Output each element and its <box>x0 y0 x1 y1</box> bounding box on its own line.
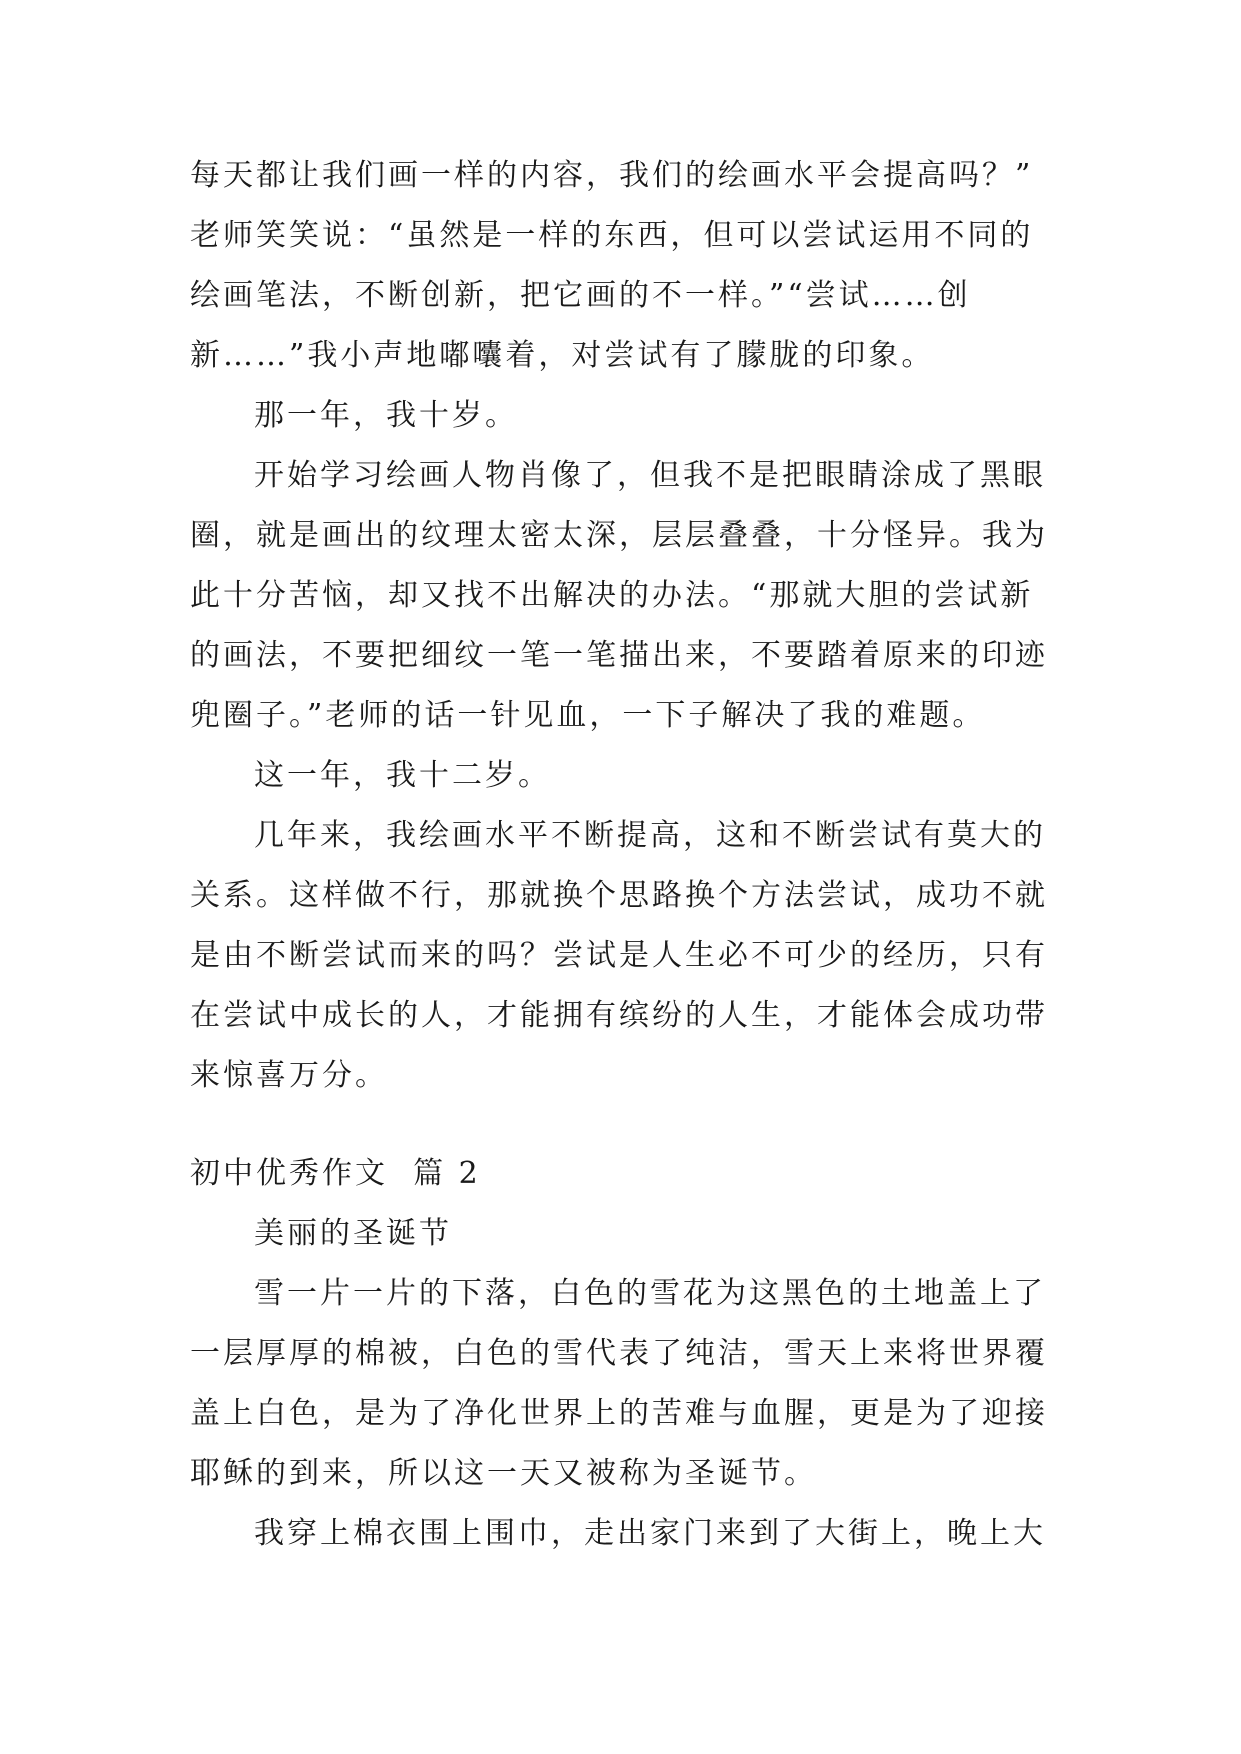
paragraph-line: 是由不断尝试而来的吗？尝试是人生必不可少的经历，只有 <box>190 938 1048 973</box>
essay-2-body <box>190 1144 1050 1564</box>
paragraph-line: 每天都让我们画一样的内容，我们的绘画水平会提高吗？” <box>190 158 1034 193</box>
paragraph-line: 我穿上棉衣围上围巾，走出家门来到了大街上，晚上大 <box>254 1516 1046 1551</box>
paragraph-line: 雪一片一片的下落，白色的雪花为这黑色的土地盖上了 <box>254 1276 1046 1311</box>
paragraph-line: 盖上白色，是为了净化世界上的苦难与血腥，更是为了迎接 <box>190 1396 1048 1431</box>
paragraph-line: 一层厚厚的棉被，白色的雪代表了纯洁，雪天上来将世界覆 <box>190 1336 1048 1371</box>
paragraph-line: 老师笑笑说：“虽然是一样的东西，但可以尝试运用不同的 <box>190 218 1034 253</box>
paragraph-line: 在尝试中成长的人，才能拥有缤纷的人生，才能体会成功带 <box>190 998 1048 1033</box>
paragraph-line: 耶稣的到来，所以这一天又被称为圣诞节。 <box>190 1456 817 1491</box>
essay-1-body <box>190 146 1050 1106</box>
paragraph-age-ten: 那一年，我十岁。 <box>254 398 518 433</box>
paragraph-line: 新……”我小声地嘟囔着，对尝试有了朦胧的印象。 <box>190 338 935 373</box>
paragraph-line: 圈，就是画出的纹理太密太深，层层叠叠，十分怪异。我为 <box>190 518 1048 553</box>
paragraph-line: 开始学习绘画人物肖像了，但我不是把眼睛涂成了黑眼 <box>254 458 1046 493</box>
paragraph-line: 关系。这样做不行，那就换个思路换个方法尝试，成功不就 <box>190 878 1048 913</box>
paragraph-line: 来惊喜万分。 <box>190 1058 388 1093</box>
paragraph-line: 的画法，不要把细纹一笔一笔描出来，不要踏着原来的印迹 <box>190 638 1048 673</box>
paragraph-line: 几年来，我绘画水平不断提高，这和不断尝试有莫大的 <box>254 818 1046 853</box>
paragraph-line: 此十分苦恼，却又找不出解决的办法。“那就大胆的尝试新 <box>190 578 1034 613</box>
paragraph-line: 绘画笔法，不断创新，把它画的不一样。”“尝试……创 <box>190 278 971 313</box>
paragraph-age-twelve: 这一年，我十二岁。 <box>254 758 551 793</box>
section-heading: 初中优秀作文 篇 2 <box>190 1156 481 1191</box>
paragraph-line: 兜圈子。”老师的话一针见血，一下子解决了我的难题。 <box>190 698 986 733</box>
essay-title: 美丽的圣诞节 <box>254 1216 452 1251</box>
